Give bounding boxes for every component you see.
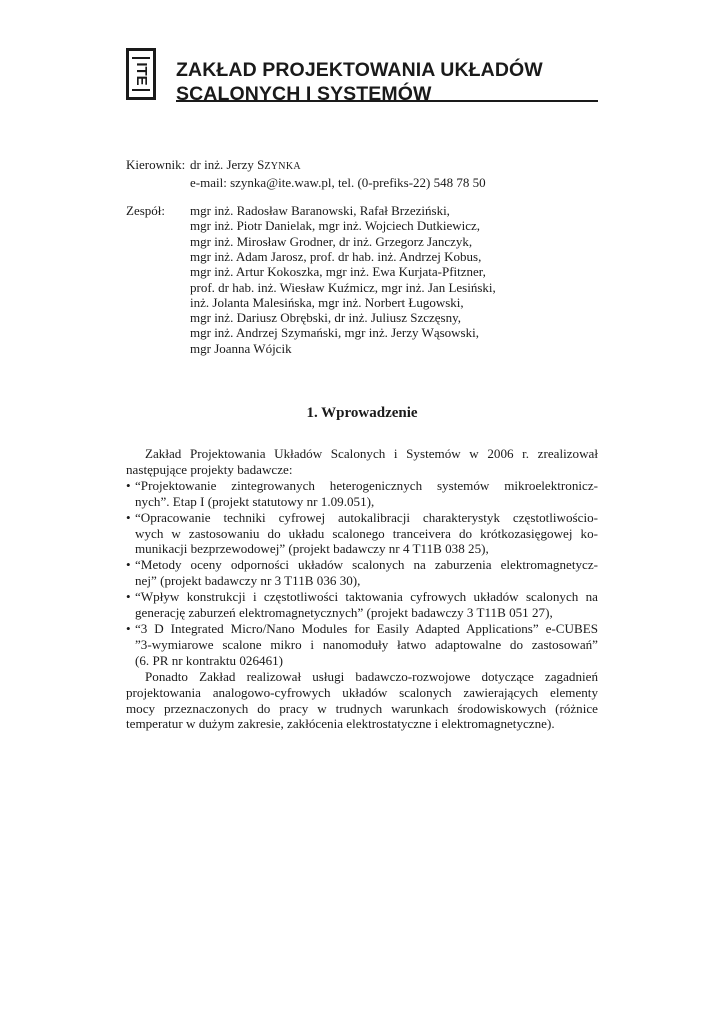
ite-logo <box>126 48 156 100</box>
list-item: • “Metody oceny odporności układów scalonych na zaburzenia elektromagnetycz- nej” (projekt badawczy nr 3 T11B 036 30), <box>126 557 598 589</box>
closing-line: mocy przeznaczonych do pracy w trudnych warunkach środowiskowych (różnice <box>126 700 598 716</box>
page-title <box>176 58 598 106</box>
bullet-marker: • <box>126 477 131 493</box>
head-name: dr inż. Jerzy SZYNKA <box>190 157 301 172</box>
bullet-marker: • <box>126 509 131 525</box>
list-item: • “Projektowanie zintegrowanych heterogenicznych systemów mikroelektronicz- nych”. Etap I (projekt statutowy nr 1.09.051), <box>126 477 598 509</box>
team-line: mgr Joanna Wójcik <box>190 340 292 356</box>
head-label: Kierownik: <box>126 157 186 172</box>
closing-line: Ponadto Zakład realizował usługi badawczo-rozwojowe dotyczące zagadnień <box>145 668 598 684</box>
logo-text: ITE <box>133 62 151 86</box>
team-line: mgr inż. Dariusz Obrębski, dr inż. Juliusz Szczęsny, <box>190 310 462 326</box>
team-line: mgr inż. Piotr Danielak, mgr inż. Wojciech Dutkiewicz, <box>190 218 481 234</box>
section-heading: 1. Wprowadzenie <box>306 405 418 421</box>
list-item-line: nej” (projekt badawczy nr 3 T11B 036 30), <box>135 573 361 589</box>
bullet-marker: • <box>126 589 131 605</box>
team-line: inż. Jolanta Malesińska, mgr inż. Norbert Ługowski, <box>190 294 464 310</box>
list-item-line: nych”. Etap I (projekt statutowy nr 1.09.051), <box>135 493 375 509</box>
team-line: mgr inż. Mirosław Grodner, dr inż. Grzegorz Janczyk, <box>190 233 473 249</box>
list-item-line: (6. PR nr kontraktu 026461) <box>135 652 284 668</box>
team-line: mgr inż. Radosław Baranowski, Rafał Brzeziński, <box>190 203 450 218</box>
list-item-line: wych w zastosowaniu do układu scalonego tranceivera do krótkozasięgowej ko- <box>135 525 598 541</box>
title-underline <box>176 100 598 102</box>
team-label: Zespół: <box>126 203 165 218</box>
list-item: • “3 D Integrated Micro/Nano Modules for Easily Adapted Applications” e-CUBES ”3-wymiarowe scalone mikro i nanomoduły łatwo adaptowalne do zastosowań” (6. PR nr kontraktu 026461) <box>126 620 598 668</box>
ite-logo-mark <box>129 51 153 97</box>
list-item-line: ”3-wymiarowe scalone mikro i nanomoduły łatwo adaptowalne do zastosowań” <box>135 636 598 652</box>
intro-line: następujące projekty badawcze: <box>126 461 293 477</box>
intro-line: Zakład Projektowania Układów Scalonych i Systemów w 2006 r. zrealizował <box>145 446 598 461</box>
team-line: prof. dr hab. inż. Wiesław Kuźmicz, mgr inż. Jan Lesiński, <box>190 279 496 295</box>
list-item-line: generację zaburzeń elektromagnetycznych” (projekt badawczy 3 T11B 051 27), <box>135 605 553 621</box>
title-line-1: ZAKŁAD PROJEKTOWANIA UKŁADÓW <box>176 59 543 81</box>
project-list <box>126 478 598 669</box>
team-line: mgr inż. Andrzej Szymański, mgr inż. Jerzy Wąsowski, <box>190 325 479 341</box>
team-line: mgr inż. Adam Jarosz, prof. dr hab. inż. Andrzej Kobus, <box>190 248 482 264</box>
bullet-marker: • <box>126 620 131 636</box>
title-line-2: SCALONYCH I SYSTEMÓW <box>176 83 432 105</box>
closing-line: temperatur w dużym zakresie, zakłócenia elektrostatyczne i elektromagnetyczne). <box>126 716 555 732</box>
head-contact: e-mail: szynka@ite.waw.pl, tel. (0-prefiks-22) 548 78 50 <box>190 175 486 190</box>
list-item-line: munikacji bezprzewodowej” (projekt badawczy nr 4 T11B 038 25), <box>135 541 489 557</box>
list-item: • “Wpływ konstrukcji i częstotliwości taktowania cyfrowych układów scalonych na generację zaburzeń elektromagnetycznych” (projekt badawczy 3 T11B 051 27), <box>126 589 598 621</box>
bullet-marker: • <box>126 557 131 573</box>
section-body <box>126 446 598 732</box>
list-item: • “Opracowanie techniki cyfrowej autokalibracji charakterystyk częstotliwościo- wych w zastosowaniu do układu scalonego tranceivera do krótkozasięgowej ko- munikacji bezprzewodowej” (projekt badawczy nr 4 T11B 038 25), <box>126 509 598 557</box>
team-line: mgr inż. Artur Kokoszka, mgr inż. Ewa Kurjata-Pfitzner, <box>190 264 486 280</box>
closing-line: projektowania analogowo-cyfrowych układów scalonych zawierających elementy <box>126 684 598 700</box>
